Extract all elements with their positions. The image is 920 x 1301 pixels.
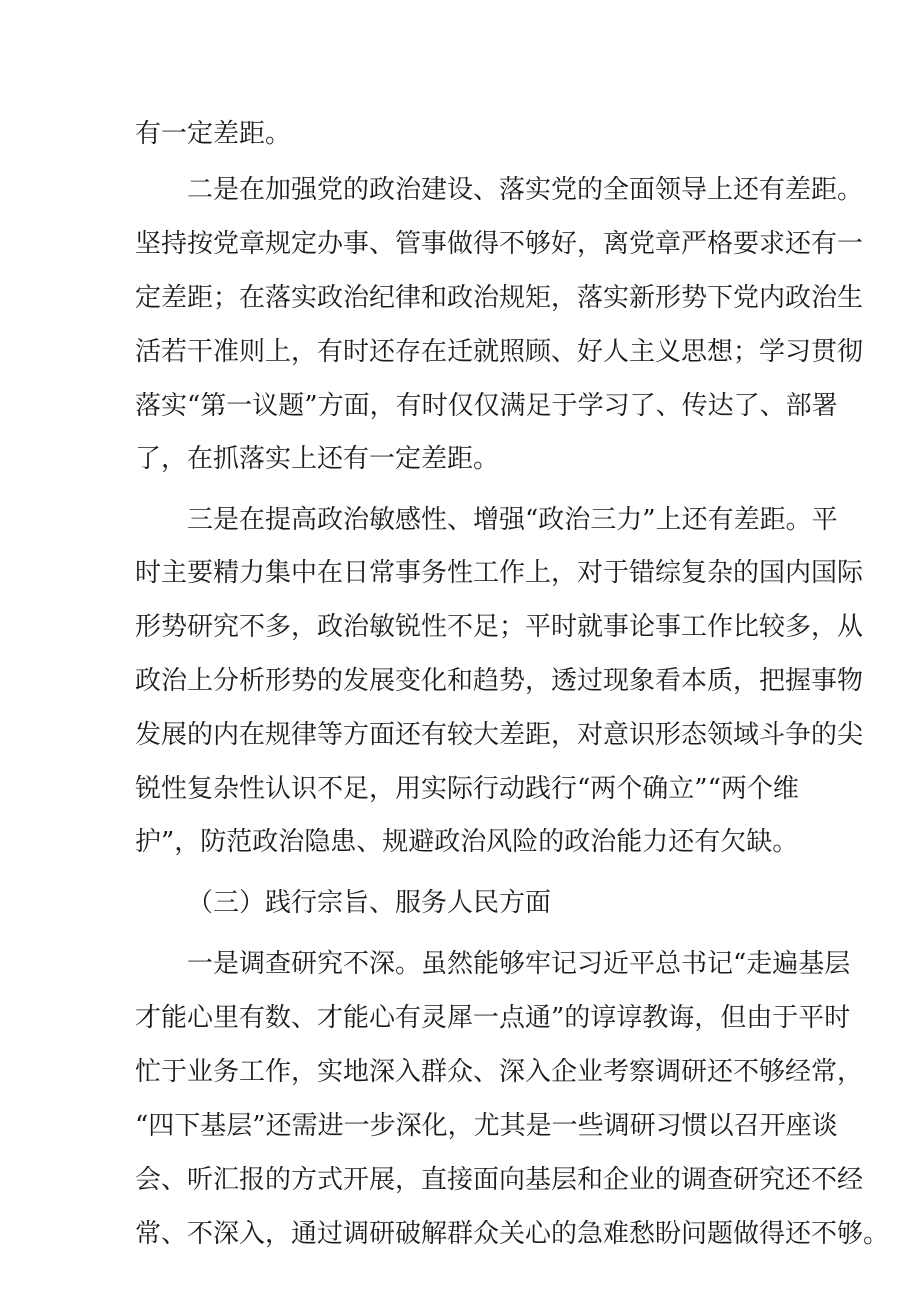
paragraph-3-line-3: 形势研究不多，政治敏锐性不足；平时就事论事工作比较多，从 xyxy=(135,612,864,642)
paragraph-4-line-3: 忙于业务工作，实地深入群众、深入企业考察调研还不够经常， xyxy=(135,1057,864,1087)
paragraph-2-line-4: 活若干准则上，有时还存在迁就照顾、好人主义思想；学习贯彻 xyxy=(135,337,864,367)
paragraph-3-line-1: 三是在提高政治敏感性、增强“政治三力”上还有差距。平 xyxy=(187,505,838,535)
paragraph-3-line-5: 发展的内在规律等方面还有较大差距，对意识形态领域斗争的尖 xyxy=(135,720,864,750)
paragraph-3-line-4: 政治上分析形势的发展变化和趋势，透过现象看本质，把握事物 xyxy=(135,666,864,696)
paragraph-3-line-6: 锐性复杂性认识不足，用实际行动践行“两个确立”“两个维 xyxy=(135,774,799,804)
section-heading: （三）践行宗旨、服务人民方面 xyxy=(187,888,552,918)
paragraph-3-line-7: 护”，防范政治隐患、规避政治风险的政治能力还有欠缺。 xyxy=(135,827,799,857)
paragraph-3-line-2: 时主要精力集中在日常事务性工作上，对于错综复杂的国内国际 xyxy=(135,558,864,588)
paragraph-2-line-1: 二是在加强党的政治建设、落实党的全面领导上还有差距。 xyxy=(187,175,864,205)
paragraph-2-line-2: 坚持按党章规定办事、管事做得不够好，离党章严格要求还有一 xyxy=(135,229,864,259)
paragraph-2-line-3: 定差距；在落实政治纪律和政治规矩，落实新形势下党内政治生 xyxy=(135,283,864,313)
paragraph-4-line-6: 常、不深入，通过调研破解群众关心的急难愁盼问题做得还不够。 xyxy=(135,1219,890,1249)
text-line-continuation: 有一定差距。 xyxy=(135,119,292,149)
paragraph-4-line-2: 才能心里有数、才能心有灵犀一点通”的谆谆教诲，但由于平时 xyxy=(135,1003,851,1033)
paragraph-2-line-5: 落实“第一议题”方面，有时仅仅满足于学习了、传达了、部署 xyxy=(135,391,838,421)
paragraph-4-line-4: “四下基层”还需进一步深化，尤其是一些调研习惯以召开座谈 xyxy=(135,1111,838,1141)
paragraph-4-line-5: 会、听汇报的方式开展，直接面向基层和企业的调查研究还不经 xyxy=(135,1165,864,1195)
paragraph-4-line-1: 一是调查研究不深。虽然能够牢记习近平总书记“走遍基层 xyxy=(187,949,851,979)
paragraph-2-line-6: 了，在抓落实上还有一定差距。 xyxy=(135,444,500,474)
